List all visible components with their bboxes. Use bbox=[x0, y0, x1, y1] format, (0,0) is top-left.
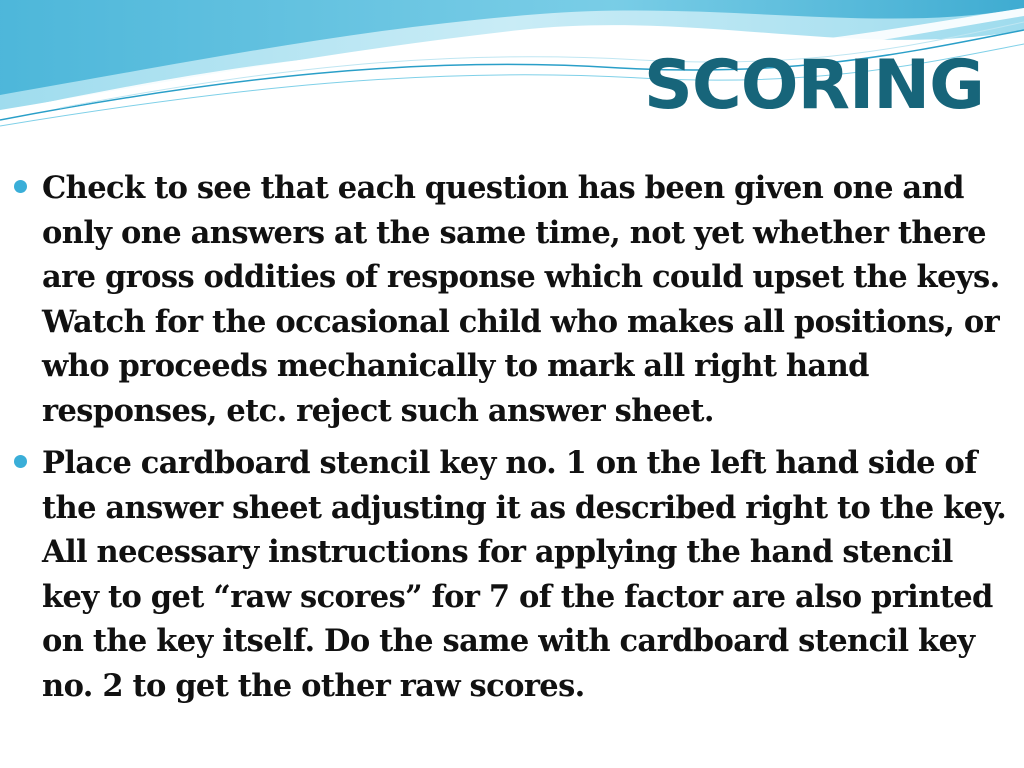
bullet-item bbox=[14, 166, 1014, 433]
bullet-point-icon bbox=[14, 180, 27, 193]
bullet-list bbox=[14, 166, 1014, 716]
bullet-text: Place cardboard stencil key no. 1 on the left hand side of the answer sheet adjusting it as described right to the key. All necessary instructions for applying the hand stencil key to get “raw scores” for 7 of the factor are also printed on the key itself. Do the same with cardboard stencil key no. 2 to get the other raw scores. bbox=[42, 445, 1007, 704]
bullet-item bbox=[14, 441, 1014, 708]
slide-title: SCORING bbox=[643, 46, 984, 125]
bullet-text: Check to see that each question has been given one and only one answers at the same time, not yet whether there are gross oddities of response which could upset the keys. Watch for the occasional child who makes all positions, or who proceeds mechanically to mark all right hand responses, etc. reject such answer sheet. bbox=[42, 170, 1000, 429]
bullet-point-icon bbox=[14, 455, 27, 468]
